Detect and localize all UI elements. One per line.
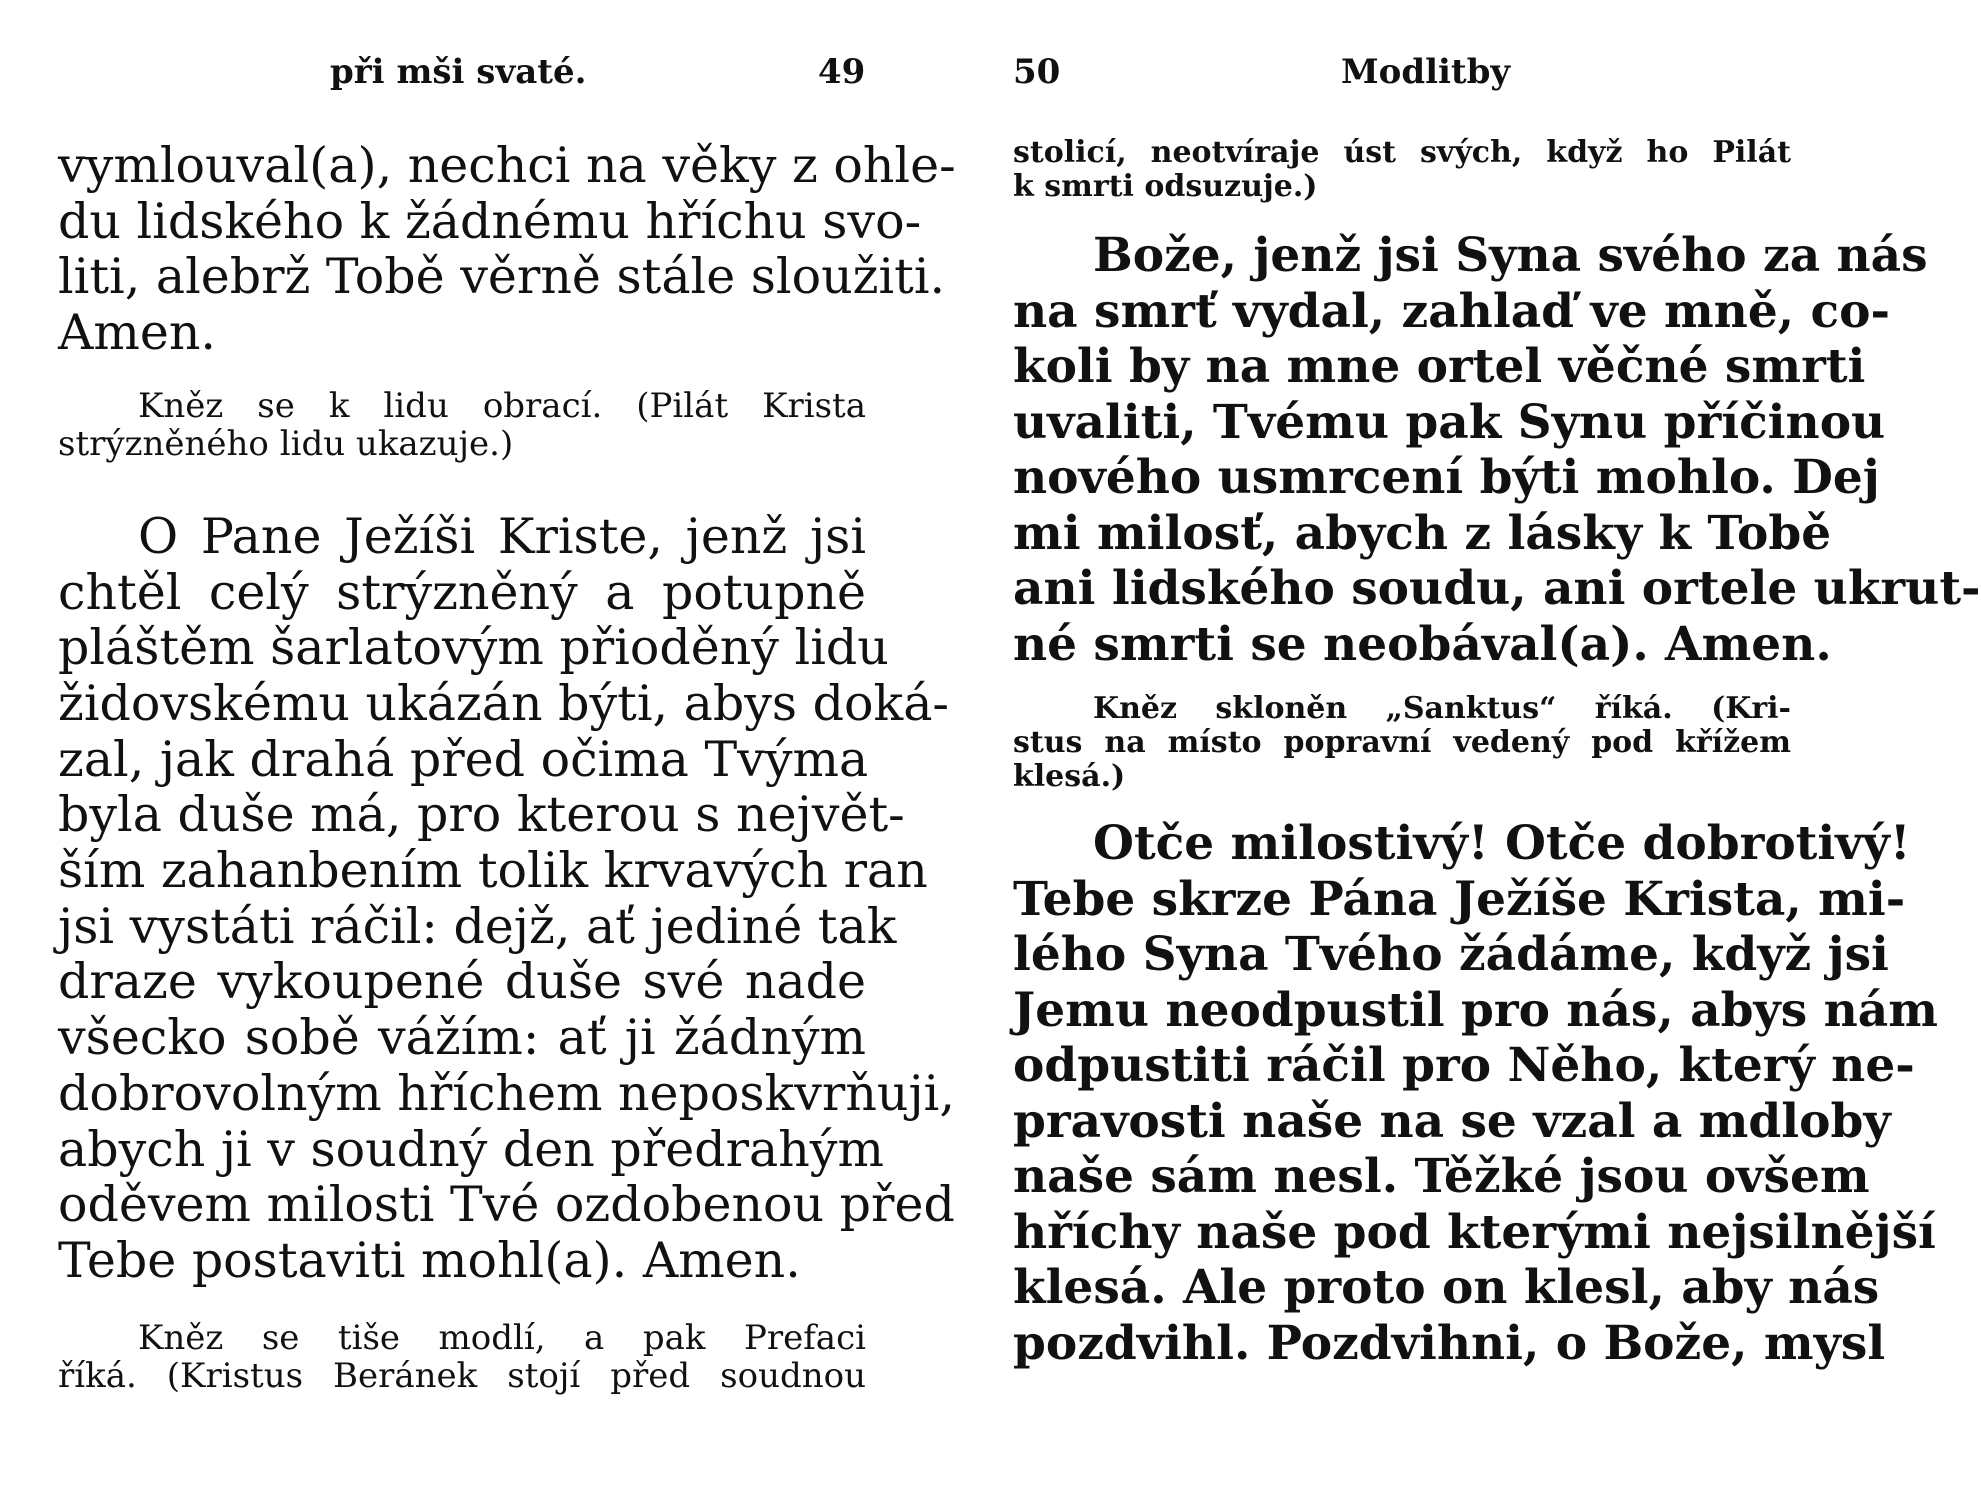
text-column bbox=[58, 137, 956, 1396]
text-line: né smrti se neobával(a). Amen. bbox=[1013, 616, 1832, 672]
running-title: Modlitby bbox=[1341, 52, 1511, 92]
page-number: 49 bbox=[818, 52, 866, 92]
text-line: pláštěm šarlatovým přioděný lidu bbox=[58, 619, 889, 677]
rubric-line: stolicí, neotvíraje úst svých, když ho Pilát bbox=[1013, 135, 1791, 170]
text-line: Tebe postaviti mohl(a). Amen. bbox=[58, 1231, 801, 1289]
right-page bbox=[931, 0, 1981, 1500]
text-line: ším zahanbením tolik krvavých ran bbox=[58, 842, 928, 900]
text-line: chtěl celý strýzněný a potupně bbox=[58, 563, 866, 621]
text-line: vymlouval(a), nechci na věky z ohle- bbox=[58, 137, 956, 194]
text-line: O Pane Ježíši Kriste, jenž jsi bbox=[138, 507, 866, 565]
text-line: Bože, jenž jsi Syna svého za nás bbox=[1093, 228, 1928, 283]
rubric-line: Kněz se k lidu obrací. (Pilát Krista bbox=[138, 385, 866, 426]
text-line: naše sám nesl. Těžké jsou ovšem bbox=[1013, 1149, 1870, 1204]
text-line: koli by na mne ortel věčné smrti bbox=[1013, 339, 1866, 394]
paragraph bbox=[58, 137, 956, 362]
text-line: Otče milostivý! Otče dobrotivý! bbox=[1093, 816, 1911, 871]
text-line: byla duše má, pro kterou s největ- bbox=[58, 786, 905, 844]
text-line: hříchy naše pod kterými nejsilnější bbox=[1013, 1204, 1936, 1260]
rubric-line: klesá.) bbox=[1013, 759, 1126, 794]
text-line: židovskému ukázán býti, abys doká- bbox=[58, 674, 949, 732]
text-line: draze vykoupené duše své nade bbox=[58, 953, 866, 1011]
text-line: lého Syna Tvého žádáme, když jsi bbox=[1013, 927, 1889, 982]
text-line: mi milosť, abych z lásky k Tobě bbox=[1013, 505, 1832, 561]
rubric-line: Kněz se tiše modlí, a pak Prefaci bbox=[138, 1317, 866, 1358]
text-column bbox=[1013, 135, 1981, 1371]
rubric bbox=[58, 387, 866, 463]
text-line: du lidského k žádnému hříchu svo- bbox=[58, 192, 922, 250]
text-line: abych ji v soudný den předrahým bbox=[58, 1120, 884, 1178]
text-line: nového usmrcení býti mohlo. Dej bbox=[1013, 450, 1880, 505]
text-line: na smrť vydal, zahlaď ve mně, co- bbox=[1013, 283, 1890, 339]
rubric-line: k smrti odsuzuje.) bbox=[1013, 169, 1318, 204]
text-line: liti, alebrž Tobě věrně stále sloužiti. bbox=[58, 248, 946, 306]
text-line: klesá. Ale proto on klesl, aby nás bbox=[1013, 1260, 1880, 1315]
text-line: jsi vystáti ráčil: dejž, ať jediné tak bbox=[58, 897, 897, 955]
left-page bbox=[0, 0, 956, 1500]
rubric-line: strýzněného lidu ukazuje.) bbox=[58, 423, 514, 464]
rubric-line: říká. (Kristus Beránek stojí před soudnou bbox=[58, 1355, 866, 1396]
rubric bbox=[1013, 136, 1791, 204]
text-line: pozdvihl. Pozdvihni, o Bože, mysl bbox=[1013, 1315, 1886, 1371]
rubric-line: Kněz skloněn „Sanktus“ říká. (Kri- bbox=[1093, 691, 1791, 726]
text-line: pravosti naše na se vzal a mdloby bbox=[1013, 1093, 1891, 1149]
rubric bbox=[58, 1319, 866, 1395]
text-line: oděvem milosti Tvé ozdobenou před bbox=[58, 1176, 955, 1234]
text-line: Amen. bbox=[58, 304, 216, 362]
text-line: všecko sobě vážím: ať ji žádným bbox=[58, 1009, 866, 1067]
text-line: Tebe skrze Pána Ježíše Krista, mi- bbox=[1013, 871, 1906, 927]
page-number: 50 bbox=[1013, 52, 1061, 92]
running-title: při mši svaté. bbox=[330, 52, 587, 92]
text-line: uvaliti, Tvému pak Synu příčinou bbox=[1013, 394, 1886, 450]
text-line: dobrovolným hříchem neposkvrňuji, bbox=[58, 1064, 955, 1122]
prayer-paragraph bbox=[1013, 228, 1981, 672]
rubric-line: stus na místo popravní vedený pod křížem bbox=[1013, 725, 1791, 760]
text-line: ani lidského soudu, ani ortele ukrut- bbox=[1013, 561, 1981, 616]
prayer-paragraph bbox=[58, 507, 955, 1289]
text-line: odpustiti ráčil pro Něho, který ne- bbox=[1013, 1038, 1915, 1093]
rubric bbox=[1013, 692, 1791, 794]
text-line: Jemu neodpustil pro nás, abys nám bbox=[1013, 982, 1938, 1038]
prayer-paragraph bbox=[1013, 816, 1938, 1371]
text-line: zal, jak drahá před očima Tvýma bbox=[58, 730, 869, 788]
